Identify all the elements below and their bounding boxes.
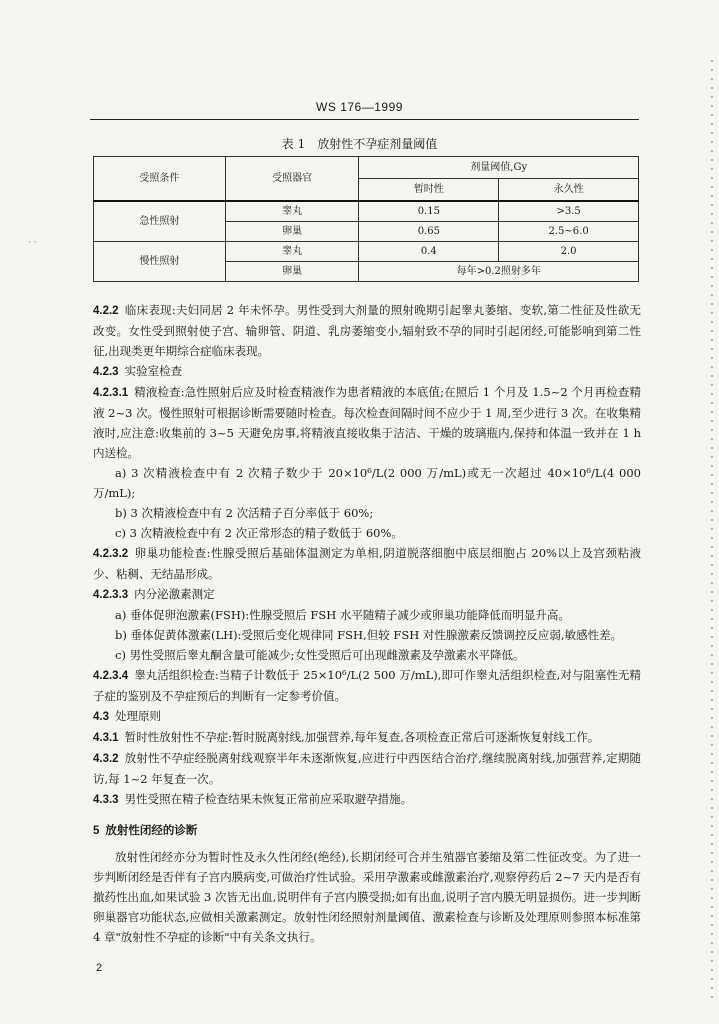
- paragraph-text: 放射性不孕症经脱离射线观察半年未逐渐恢复,应进行中西医结合治疗,继续脱离射线,加强营养,定期随访,每 1~2 年复查一次。: [93, 751, 641, 786]
- section-number: 4.3: [93, 711, 109, 723]
- section-number: 4.2.3: [93, 366, 119, 378]
- paragraph-text: 临床表现:夫妇同居 2 年未怀孕。男性受到大剂量的照射晚期引起睾丸萎缩、变软,第二性征及性欲无改变。女性受到照射使子宫、输卵管、阴道、乳房萎缩变小,辐射致不孕的同时引起闭经,可能影响到第二性征,出现类更年期综合症临床表现。: [93, 303, 641, 358]
- scan-edge-artifact: [711, 60, 713, 1000]
- col-header-temporary: 暂时性: [359, 179, 499, 202]
- cell-temporary: 0.65: [359, 222, 499, 242]
- cell-organ: 睾丸: [225, 201, 359, 222]
- col-header-condition: 受照条件: [94, 157, 226, 202]
- col-header-dose: 剂量阈值,Gy: [359, 157, 639, 179]
- section-number: 4.3.1: [93, 732, 119, 744]
- cell-condition: 急性照射: [94, 201, 226, 242]
- section-title: 处理原则: [115, 709, 161, 723]
- page-number: 2: [96, 962, 103, 974]
- body-text: [93, 300, 641, 947]
- scan-margin-mark: · ·: [28, 238, 37, 248]
- cell-temporary: 0.4: [359, 242, 499, 262]
- cell-organ: 卵巢: [225, 222, 359, 242]
- paragraph-text: 卵巢功能检查:性腺受照后基础体温测定为单相,阴道脱落细胞中底层细胞占 20%以上及宫颈粘液少、粘稠、无结晶形成。: [93, 546, 641, 581]
- section-title: 放射性闭经的诊断: [105, 825, 198, 837]
- cell-organ: 睾丸: [225, 242, 359, 262]
- paragraph-text: 睾丸活组织检查:当精子计数低于 25×10⁶/L(2 500 万/mL),即可作睾丸活组织检查,对与阻塞性无精子症的鉴别及不孕症预后的判断有一定参考价值。: [93, 668, 641, 703]
- paragraph-text: 放射性闭经亦分为暂时性及永久性闭经(绝经),长期闭经可合并生殖器官萎缩及第二性征改变。为了进一步判断闭经是否伴有子宫内膜病变,可做治疗性试验。采用孕激素或雌激素治疗,观察停药后 2~7 天内是否有撤药性出血,如果试验 3 次皆无出血,说明伴有子宫内膜受损;如有出血,说明子宫内膜无明显损伤。进一步判断卵巢器官功能状态,应做相关激素测定。放射性闭经照射剂量阈值、激素检查与诊断及处理原则参照本标准第 4 章"放射性不孕症的诊断"中有关条文执行。: [93, 850, 641, 944]
- section-number: 4.3.2: [93, 753, 119, 765]
- paragraph-text: 男性受照在精子检查结果未恢复正常前应采取避孕措施。: [124, 792, 413, 806]
- list-item: a) 3 次精液检查中有 2 次精子数少于 20×10⁶/L(2 000 万/mL)或无一次超过 40×10⁶/L(4 000 万/mL);: [93, 466, 641, 500]
- standard-code: WS 176—1999: [316, 100, 403, 114]
- cell-permanent: 2.0: [499, 242, 639, 262]
- table-caption: 表 1 放射性不孕症剂量阈值: [281, 137, 438, 151]
- section-number: 4.2.3.1: [93, 387, 129, 399]
- section-number: 5: [93, 825, 100, 837]
- header-rule: [90, 119, 639, 120]
- section-title: 实验室检查: [124, 364, 183, 378]
- section-title: 内分泌激素测定: [134, 587, 215, 601]
- list-item: a) 垂体促卵泡激素(FSH):性腺受照后 FSH 水平随精子减少或卵巢功能降低而明显升高。: [115, 608, 570, 622]
- dose-threshold-table: [93, 156, 639, 282]
- list-item: c) 3 次精液检查中有 2 次正常形态的精子数低于 60%。: [115, 526, 403, 540]
- cell-condition: 慢性照射: [94, 242, 226, 282]
- list-item: b) 垂体促黄体激素(LH):受照后变化规律同 FSH,但较 FSH 对性腺激素反馈调控反应弱,敏感性差。: [115, 628, 623, 642]
- section-number: 4.2.3.3: [93, 589, 129, 601]
- cell-merged: 每年>0.2照射多年: [359, 262, 639, 282]
- paragraph-text: 精液检查:急性照射后应及时检查精液作为患者精液的本底值;在照后 1 个月及 1.5~2 个月再检查精液 2~3 次。慢性照射可根据诊断需要随时检查。每次检查间隔时间不应少于 1 周,至少进行 3 次。在收集精液时,应注意:收集前的 3~5 天避免房事,将精液直接收集于洁洁、干燥的玻璃瓶内,保持和体温一致并在 1 h 内送检。: [93, 385, 641, 460]
- list-item: b) 3 次精液检查中有 2 次活精子百分率低于 60%;: [115, 506, 374, 520]
- col-header-permanent: 永久性: [499, 179, 639, 202]
- paragraph-text: 暂时性放射性不孕症:暂时脱离射线,加强营养,每年复查,各项检查正常后可逐渐恢复射线工作。: [124, 730, 600, 744]
- col-header-organ: 受照器官: [225, 157, 359, 202]
- section-number: 4.2.3.4: [93, 670, 129, 682]
- section-number: 4.2.3.2: [93, 548, 129, 560]
- table-row: [94, 242, 639, 262]
- table-row: [94, 201, 639, 222]
- list-item: c) 男性受照后睾丸酮含量可能减少;女性受照后可出现雌激素及孕激素水平降低。: [115, 648, 525, 662]
- section-number: 4.2.2: [93, 305, 119, 317]
- cell-permanent: >3.5: [499, 201, 639, 222]
- cell-permanent: 2.5~6.0: [499, 222, 639, 242]
- section-number: 4.3.3: [93, 794, 119, 806]
- cell-temporary: 0.15: [359, 201, 499, 222]
- cell-organ: 卵巢: [225, 262, 359, 282]
